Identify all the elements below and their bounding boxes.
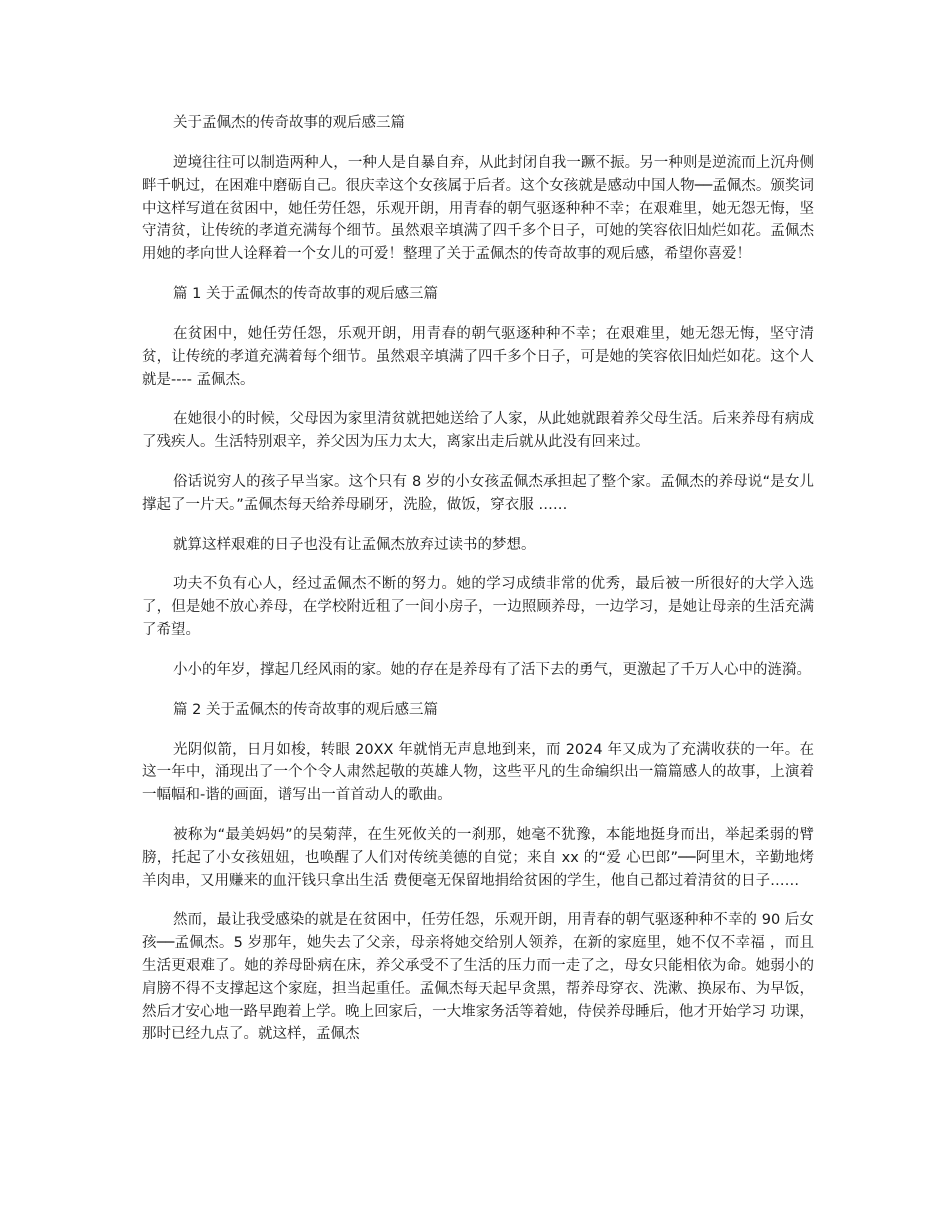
paragraph: 功夫不负有心人，经过孟佩杰不断的努力。她的学习成绩非常的优秀，最后被一所很好的大学入选了，但是她不放心养母，在学校附近租了一间小房子，一边照顾养母，一边学习，是她让母亲的生活充满了希望。 (142, 576, 814, 638)
document-page (142, 112, 814, 1046)
section-heading-2: 篇 2 关于孟佩杰的传奇故事的观后感三篇 (173, 701, 438, 718)
paragraph: 俗话说穷人的孩子早当家。这个只有 8 岁的小女孩孟佩杰承担起了整个家。孟佩杰的养母说“是女儿撑起了一片天。”孟佩杰每天给养母刷牙，洗脸，做饭，穿衣服 …… (142, 473, 814, 513)
paragraph: 光阴似箭，日月如梭，转眼 20XX 年就悄无声息地到来，而 2024 年又成为了充满收获的一年。在这一年中，涌现出了一个个令人肃然起敬的英雄人物，这些平凡的生命编织出一篇篇感人的故事，上演着一幅幅和-谐的画面，谱写出一首首动人的歌曲。 (142, 741, 814, 804)
paragraph-intro: 逆境往往可以制造两种人，一种人是自暴自弃，从此封闭自我一蹶不振。另一种则是逆流而上沉舟侧畔千帆过，在困难中磨砺自己。很庆幸这个女孩属于后者。这个女孩就是感动中国人物──孟佩杰。颁奖词中这样写道在贫困中，她任劳任怨，乐观开朗，用青春的朝气驱逐种种不幸；在艰难里，她无怨无悔，坚守清贫，让传统的孝道充满每个细节。虽然艰辛填满了四千多个日子，可她的笑容依旧灿烂如花。孟佩杰用她的孝向世人诠释着一个女儿的可爱！整理了关于孟佩杰的传奇故事的观后感，希望你喜爱！ (142, 155, 814, 263)
paragraph: 在她很小的时候，父母因为家里清贫就把她送给了人家，从此她就跟着养父母生活。后来养母有病成了残疾人。生活特别艰辛，养父因为压力太大，离家出走后就从此没有回来过。 (142, 411, 814, 451)
section-heading-1: 篇 1 关于孟佩杰的传奇故事的观后感三篇 (173, 285, 438, 302)
paragraph: 在贫困中，她任劳任怨，乐观开朗，用青春的朝气驱逐种种不幸；在艰难里，她无怨无悔，坚守清贫，让传统的孝道充满着每个细节。虽然艰辛填满了四千多个日子，可是她的笑容依旧灿烂如花。这个人就是---- 孟佩杰。 (142, 325, 814, 388)
paragraph: 小小的年岁，撑起几经风雨的家。她的存在是养母有了活下去的勇气，更激起了千万人心中的涟漪。 (173, 661, 811, 678)
paragraph: 就算这样艰难的日子也没有让孟佩杰放弃过读书的梦想。 (173, 536, 536, 553)
paragraph: 被称为“最美妈妈”的吴菊萍，在生死攸关的一刹那，她毫不犹豫，本能地挺身而出，举起柔弱的臂膀，托起了小女孩妞妞，也唤醒了人们对传统美德的自觉；来自 xx 的“爱 心巴郎”──阿里木，辛勤地烤羊肉串，又用赚来的血汗钱只拿出生活 费便毫无保留地捐给贫困的学生，他自己都过着清贫的日子…… (142, 826, 814, 889)
paragraph: 然而，最让我受感染的就是在贫困中，任劳任怨，乐观开朗，用青春的朝气驱逐种种不幸的 90 后女孩──孟佩杰。5 岁那年，她失去了父亲，母亲将她交给别人领养，在新的家庭里，她不仅不幸福 ，而且生活更艰难了。她的养母卧病在床，养父承受不了生活的压力而一走了之，母女只能相依为命。她弱小的肩膀不得不支撑起这个家庭，担当起重任。孟佩杰每天起早贪黑，帮养母穿衣、洗漱、换尿布、为早饭，然后才安心地一路早跑着上学。晚上回家后，一大堆家务活等着她，侍侯养母睡后，他才开始学习 功课，那时已经九点了。就这样，孟佩杰 (142, 912, 814, 1043)
document-title: 关于孟佩杰的传奇故事的观后感三篇 (173, 115, 405, 131)
